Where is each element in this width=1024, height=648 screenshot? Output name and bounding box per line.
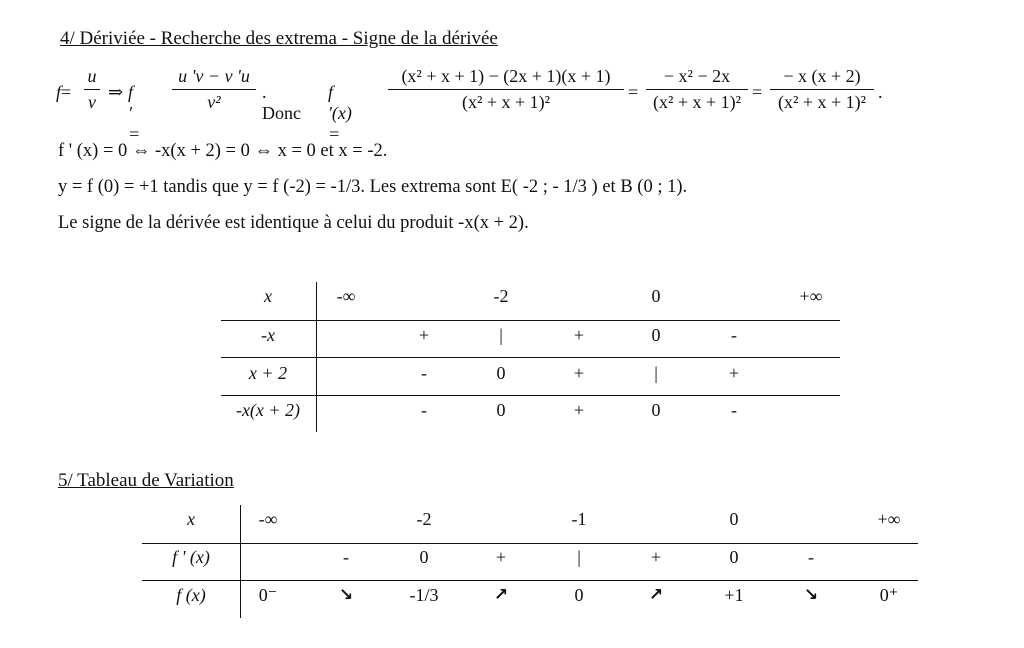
sign-cell: | [654,363,658,383]
extrema-line: y = f (0) = +1 tandis que y = f (-2) = -1/3. Les extrema sont E( -2 ; - 1/3 ) et B (0 ; 1). [58,177,688,197]
donc-text: . Donc [262,82,301,123]
f-symbol: f [56,82,62,102]
f-row-label: f (x) [176,585,206,605]
numerator-quotient-rule: u 'v − v 'u [172,66,256,90]
fprime-cell: | [577,547,581,567]
variation-header-value: -1 [571,509,587,529]
denominator-expanded: (x² + x + 1)² [461,92,551,112]
sign-row-label: -x(x + 2) [235,400,301,420]
sign-header-value: +∞ [799,286,823,306]
variation-header-value: 0 [729,509,739,529]
sign-cell: 0 [496,400,506,420]
sign-cell: 0 [496,363,506,383]
formula-period: . [878,82,883,102]
decreasing-arrow-icon: ↘ [803,585,819,605]
fprime-row-label: f ' (x) [172,547,210,567]
sign-cell: + [418,325,430,345]
sign-cell: + [573,325,585,345]
variation-header-value: +∞ [877,509,901,529]
variation-header-value: -∞ [258,509,278,529]
sign-cell: - [731,400,737,420]
f-cell: 0⁻ [258,585,278,605]
equals-2: = [628,82,639,102]
decreasing-arrow-icon: ↘ [338,585,354,605]
numerator-u: u [84,66,100,90]
sign-header-value: -2 [493,286,509,306]
fprime-cell: - [808,547,814,567]
sign-table-rule-2 [221,357,840,358]
equals-3: = [752,82,763,102]
equals-1: = [61,82,72,102]
variation-header-value: -2 [416,509,432,529]
fprime-label: f ' = [128,82,141,144]
sign-table-rule-3 [221,395,840,396]
sign-cell: + [728,363,740,383]
fprime-cell: - [343,547,349,567]
denominator-simplified: (x² + x + 1)² [652,92,742,112]
implies-symbol: ⇒ [108,82,124,102]
section-5-title: 5/ Tableau de Variation [58,470,234,491]
variation-header-label: x [187,509,195,529]
section-4-title: 4/ Dériviée - Recherche des extrema - Signe de la dérivée [60,28,498,49]
derivative-zero-line: f ' (x) = 0 ⇔ -x(x + 2) = 0 ⇔ x = 0 et x = -2. [58,141,388,161]
sign-cell: 0 [651,325,661,345]
variation-table-rule-1 [142,543,918,544]
f-cell: 0 [574,585,584,605]
fprime-cell: 0 [729,547,739,567]
sign-cell: - [421,363,427,383]
denominator-v: v [88,92,96,112]
denominator-factored: (x² + x + 1)² [777,92,867,112]
fprime-cell: + [650,547,662,567]
sign-cell: 0 [651,400,661,420]
sign-cell: + [573,400,585,420]
sign-header-value: 0 [651,286,661,306]
increasing-arrow-icon: ↗ [648,585,664,605]
fraction-simplified [646,66,748,113]
fraction-factored [770,66,874,113]
variation-table-rule-2 [142,580,918,581]
sign-cell: - [731,325,737,345]
f-cell: 0⁺ [879,585,899,605]
numerator-simplified: − x² − 2x [646,66,748,90]
sign-row-label: -x [261,325,275,345]
fraction-expanded [388,66,624,113]
sign-cell: | [499,325,503,345]
sign-row-label: x + 2 [248,363,288,383]
sign-cell: + [573,363,585,383]
numerator-factored: − x (x + 2) [770,66,874,90]
sign-cell: - [421,400,427,420]
sign-explanation-line: Le signe de la dérivée est identique à celui du produit -x(x + 2). [58,213,529,233]
denominator-v-squared: v² [207,92,221,112]
sign-table-rule-1 [221,320,840,321]
f-cell: +1 [724,585,744,605]
sign-header-label: x [264,286,272,306]
fprime-x-label: f '(x) = [328,82,352,144]
fraction-quotient-rule [172,66,256,113]
sign-header-value: -∞ [336,286,356,306]
fprime-cell: 0 [419,547,429,567]
fraction-u-over-v [84,66,100,113]
variation-table-vertical-rule [240,505,241,618]
fprime-cell: + [495,547,507,567]
f-cell: -1/3 [409,585,439,605]
numerator-expanded: (x² + x + 1) − (2x + 1)(x + 1) [388,66,624,90]
increasing-arrow-icon: ↗ [493,585,509,605]
